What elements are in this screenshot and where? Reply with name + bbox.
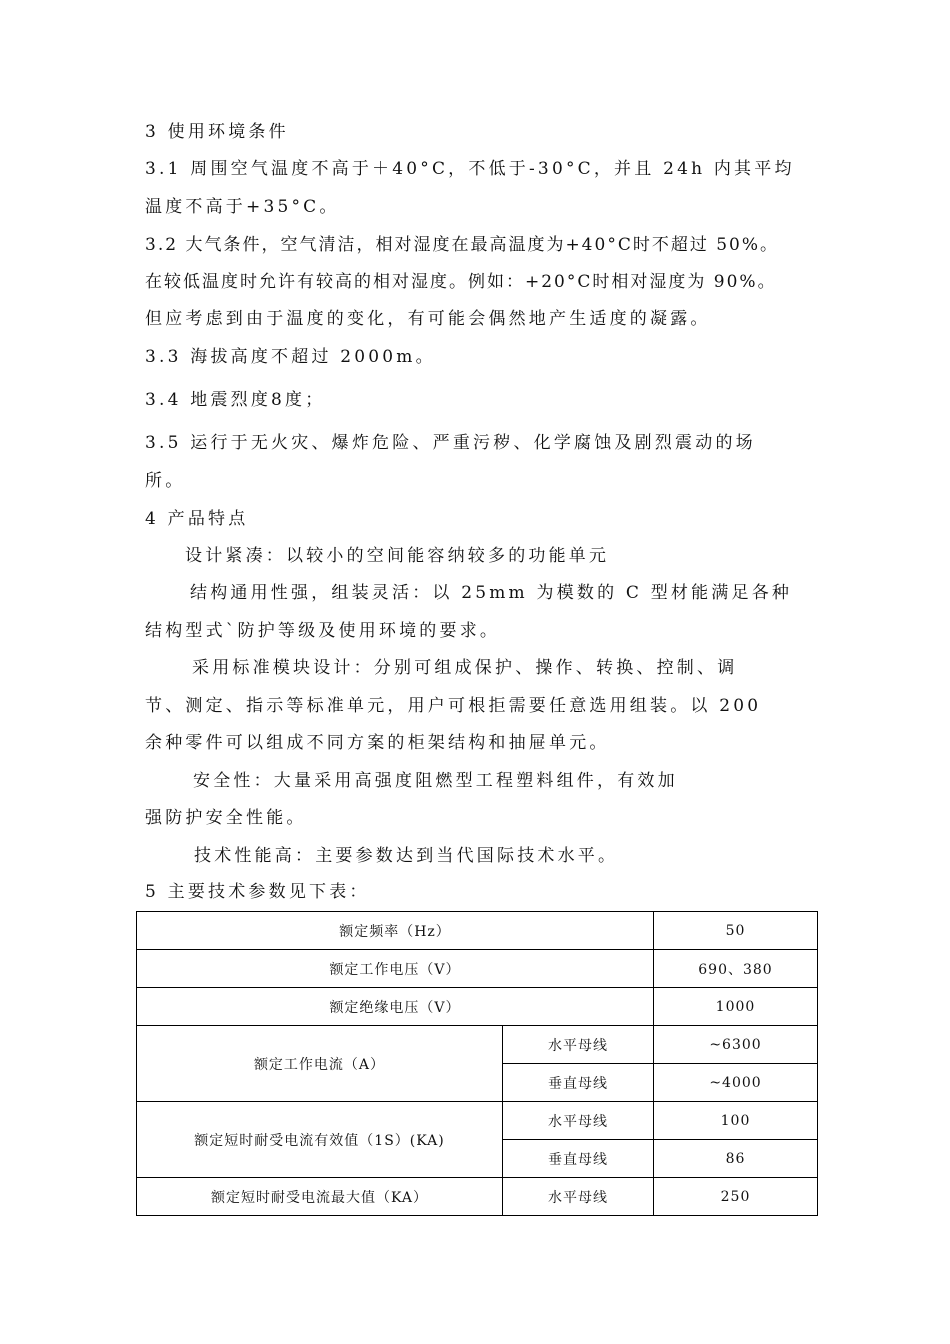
param-sub-label: 水平母线: [503, 1102, 654, 1140]
param-sub-label: 水平母线: [503, 1178, 654, 1216]
feature-modular-line1: 采用标准模块设计：分别可组成保护、操作、转换、控制、调: [192, 658, 738, 678]
feature-structure-line2: 结构型式`防护等级及使用环境的要求。: [145, 621, 501, 641]
param-label: 额定短时耐受电流有效值（1S）(KA): [137, 1102, 503, 1178]
table-row: [137, 1178, 818, 1216]
table-row: [137, 912, 818, 950]
param-label: 额定工作电压（V）: [137, 950, 654, 988]
env-heading: 3 使用环境条件: [145, 122, 289, 142]
env-3-2-line2: 在较低温度时允许有较高的相对湿度。例如：+20°C时相对湿度为 90%。: [145, 272, 777, 292]
param-label: 额定频率（Hz）: [137, 912, 654, 950]
table-row: [137, 950, 818, 988]
param-value: 1000: [654, 988, 818, 1026]
technical-parameters-table: [136, 911, 818, 1216]
table-row: [137, 1026, 818, 1064]
features-heading: 4 产品特点: [145, 509, 249, 529]
feature-modular-line3: 余种零件可以组成不同方案的柜架结构和抽屉单元。: [145, 733, 610, 753]
param-label: 额定绝缘电压（V）: [137, 988, 654, 1026]
env-3-2-line3: 但应考虑到由于温度的变化，有可能会偶然地产生适度的凝露。: [145, 309, 711, 329]
feature-safety-line2: 强防护安全性能。: [145, 808, 307, 828]
param-value: ~6300: [654, 1026, 818, 1064]
param-value: 250: [654, 1178, 818, 1216]
param-sub-label: 水平母线: [503, 1026, 654, 1064]
feature-structure-line1: 结构通用性强，组装灵活：以 25mm 为模数的 C 型材能满足各种: [190, 583, 793, 603]
env-3-5-line2: 所。: [145, 471, 186, 491]
feature-modular-line2: 节、测定、指示等标准单元，用户可根拒需要任意选用组装。以 200: [145, 696, 762, 716]
table-row: [137, 988, 818, 1026]
feature-safety-line1: 安全性：大量采用高强度阻燃型工程塑料组件，有效加: [193, 771, 678, 791]
param-value: 50: [654, 912, 818, 950]
param-sub-label: 垂直母线: [503, 1140, 654, 1178]
env-3-1-line2: 温度不高于+35°C。: [145, 197, 340, 217]
env-3-5-line1: 3.5 运行于无火灾、爆炸危险、严重污秽、化学腐蚀及剧烈震动的场: [145, 433, 756, 453]
env-3-3: 3.3 海拔高度不超过 2000m。: [145, 347, 436, 367]
param-value: 690、380: [654, 950, 818, 988]
feature-performance: 技术性能高：主要参数达到当代国际技术水平。: [194, 846, 619, 866]
param-label: 额定短时耐受电流最大值（KA）: [137, 1178, 503, 1216]
param-sub-label: 垂直母线: [503, 1064, 654, 1102]
env-3-1-line1: 3.1 周围空气温度不高于＋40°C，不低于-30°C，并且 24h 内其平均: [145, 159, 795, 179]
param-value: ~4000: [654, 1064, 818, 1102]
table-row: [137, 1102, 818, 1140]
param-label: 额定工作电流（A）: [137, 1026, 503, 1102]
feature-compact: 设计紧凑：以较小的空间能容纳较多的功能单元: [185, 546, 610, 566]
env-3-2-line1: 3.2 大气条件，空气清洁，相对湿度在最高温度为+40°C时不超过 50%。: [145, 235, 780, 255]
params-heading: 5 主要技术参数见下表：: [145, 882, 370, 902]
env-3-4: 3.4 地震烈度8度；: [145, 390, 326, 410]
param-value: 86: [654, 1140, 818, 1178]
param-value: 100: [654, 1102, 818, 1140]
